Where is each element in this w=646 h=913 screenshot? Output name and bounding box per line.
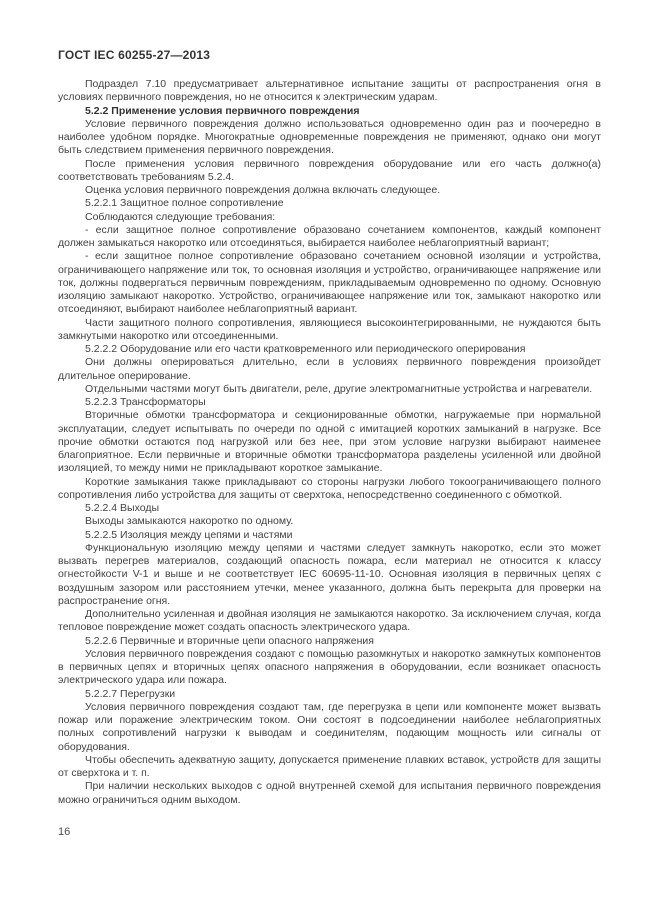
paragraph: Выходы замыкаются накоротко по одному.: [85, 515, 294, 528]
subsection-heading-5-2-2-2: 5.2.2.2 Оборудование или его части кратковременного или периодического оперирования: [85, 343, 526, 355]
list-item-dash: - если защитное полное сопротивление образовано сочетанием основной изоляции и устройства, ограничивающего напряжение или ток, то основная изоляция и устройство, ограничивающее напряжение или ток, должны подвергаться первичным повреждениям, прикладываемым одновременно по одному. Основную изоляцию замыкают накоротко. Устройство, ограничивающее напряжение или ток, замыкают накоротко или отсоединяют, выбирают наиболее неблагоприятный вариант.: [58, 250, 601, 316]
page-number: 16: [58, 826, 71, 838]
paragraph: Условия первичного повреждения создают с помощью разомкнутых и накоротко замкнутых компонентов в первичных цепях и вторичных цепях опасного напряжения в оборудовании, если возникает опасность электрического удара или пожара.: [58, 647, 601, 687]
paragraph: Дополнительно усиленная и двойная изоляция не замыкаются накоротко. За исключением случая, когда тепловое повреждение может создать опасность электрического удара.: [58, 608, 601, 634]
paragraph: При наличии нескольких выходов с одной внутренней схемой для испытания первичного повреждения можно ограничиться одним выходом.: [58, 780, 601, 806]
document-standard-code: ГОСТ IEC 60255-27—2013: [58, 48, 211, 62]
paragraph: Отдельными частями могут быть двигатели, реле, другие электромагнитные устройства и нагреватели.: [85, 382, 593, 395]
paragraph: Условие первичного повреждения должно использоваться одновременно один раз и поочередно в наиболее удобном порядке. Многократные одновременные повреждения не применяют, однако они могут быть следствием применения первичного повреждения.: [58, 117, 601, 157]
subsection-heading-5-2-2-4: 5.2.2.4 Выходы: [85, 502, 159, 514]
list-item-dash: - если защитное полное сопротивление образовано сочетанием компонентов, каждый компонент должен замыкаться накоротко или отсоединяться, выбирается наиболее неблагоприятный вариант;: [58, 223, 601, 249]
paragraph: Чтобы обеспечить адекватную защиту, допускается применение плавких вставок, устройств для защиты от сверхтока и т. п.: [58, 753, 601, 779]
document-body: [58, 78, 601, 807]
paragraph: Части защитного полного сопротивления, являющиеся высокоинтегрированными, не нуждаются быть замкнутыми накоротко или отсоединенными.: [58, 316, 601, 342]
subsection-heading-5-2-2-5: 5.2.2.5 Изоляция между цепями и частями: [85, 528, 293, 541]
paragraph: Они должны оперироваться длительно, если в условиях первичного повреждения произойдет длительное оперирование.: [58, 356, 601, 382]
subsection-heading-5-2-2-7: 5.2.2.7 Перегрузки: [85, 687, 176, 700]
paragraph: Оценка условия первичного повреждения должна включать следующее.: [85, 184, 441, 196]
section-heading-5-2-2: 5.2.2 Применение условия первичного повреждения: [85, 104, 360, 117]
paragraph: Условия первичного повреждения создают там, где перегрузка в цепи или компоненте может вызвать пожар или поражение электрическим током. Они состоят в подсоединении наиболее неблагоприятных полных сопротивлений нагрузки к выводам и соединителям, подающим мощность или сигналы от оборудования.: [58, 700, 601, 753]
paragraph: Короткие замыкания также прикладывают со стороны нагрузки любого токоограничивающего полного сопротивления либо устройства для защиты от сверхтока, непосредственно соединенного с обмоткой.: [58, 475, 601, 501]
subsection-heading-5-2-2-3: 5.2.2.3 Трансформаторы: [85, 396, 206, 408]
paragraph: Вторичные обмотки трансформатора и секционированные обмотки, нагружаемые при нормальной эксплуатации, следует испытывать по очереди по одной с имитацией коротких замыканий в нагрузке. Все прочие обмотки остаются под нагрузкой или без нее, при этом условие нагрузки выбирают наименее благоприятное. Если первичные и вторичные обмотки трансформатора разделены усиленной или двойной изоляцией, то между ними не прикладывают короткое замыкание.: [58, 409, 601, 475]
subsection-heading-5-2-2-1: 5.2.2.1 Защитное полное сопротивление: [85, 197, 284, 210]
subsection-heading-5-2-2-6: 5.2.2.6 Первичные и вторичные цепи опасного напряжения: [85, 634, 374, 647]
paragraph: Соблюдаются следующие требования:: [85, 210, 276, 223]
paragraph-subsection-7-10-note: Подраздел 7.10 предусматривает альтернативное испытание защиты от распространения огня в условиях первичного повреждения, но не относится к электрическим ударам.: [58, 78, 601, 104]
paragraph: Функциональную изоляцию между цепями и частями следует замкнуть накоротко, если это может вызвать перегрев материалов, создающий опасность пожара, если материал не относится к классу огнестойкости V-1 и выше и не соответствует IEC 60695-11-10. Основная изоляция в первичных цепях с воздушным зазором или расстоянием утечки, менее указанного, должна быть перекрыта для проверки на распространение огня.: [58, 541, 601, 607]
paragraph: После применения условия первичного повреждения оборудование или его часть должно(а) соответствовать требованиям 5.2.4.: [58, 157, 601, 183]
